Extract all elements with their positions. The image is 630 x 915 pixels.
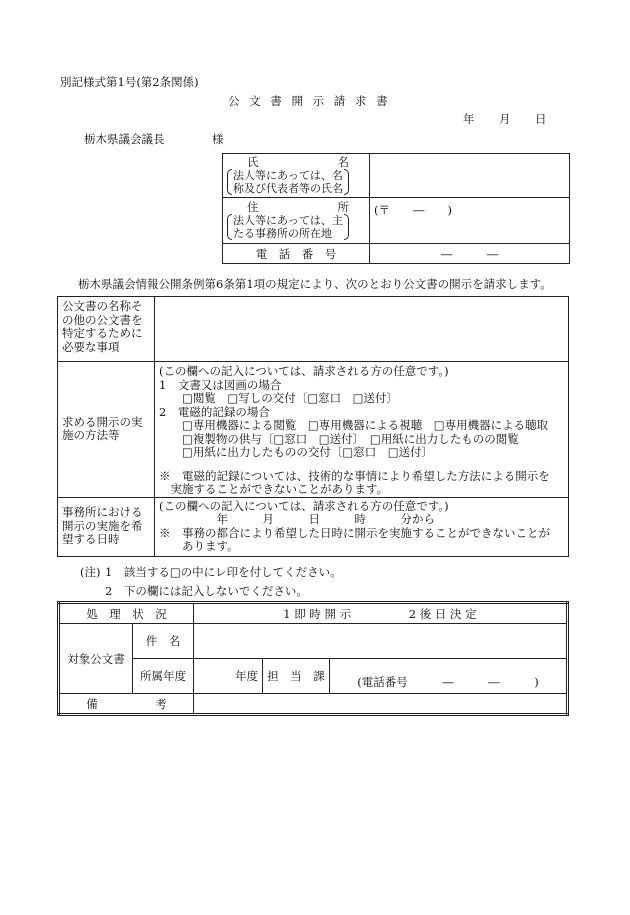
method-line[interactable]: □専用機器による閲覧 □専用機器による視聴 □専用機器による聴取 bbox=[159, 418, 549, 432]
name-label-b: 名 bbox=[337, 155, 349, 169]
note-1: 1 該当する□の中にレ印を付してください。 bbox=[105, 565, 342, 579]
remarks-value bbox=[194, 694, 568, 715]
method-line: (この欄への記入については、請求される方の任意です。) bbox=[159, 364, 449, 378]
year-label: 所属年度 bbox=[133, 659, 194, 694]
date-line: ※ 事務の都合により希望した日時に開示を実施することができないことが bbox=[159, 525, 550, 540]
method-note-1: ※ 電磁的記録については、技術的な事情により希望した方法による開示を bbox=[159, 468, 550, 483]
method-label-1: 求める開示の実 bbox=[62, 414, 143, 429]
date-line: あります。 bbox=[159, 539, 239, 553]
address-note-1: 法人等にあっては、主 bbox=[233, 214, 343, 227]
postal-code: (〒 ― ) bbox=[374, 203, 452, 217]
year-value: 年度 bbox=[194, 659, 263, 694]
date-day: 日 bbox=[535, 112, 547, 126]
date-year: 年 bbox=[463, 112, 475, 126]
address-label-cell bbox=[223, 198, 370, 244]
method-line[interactable]: □複製物の供与〔□窓口 □送付〕 □用紙に出力したものの閲覧 bbox=[159, 431, 519, 446]
doc-spec-input[interactable] bbox=[155, 297, 569, 362]
name-label-cell bbox=[223, 154, 370, 198]
date-label-1: 事務所における bbox=[62, 505, 143, 520]
method-line: 2 電磁的記録の場合 bbox=[159, 404, 270, 419]
subject-value bbox=[194, 624, 568, 659]
name-note-2: 称及び代表者等の氏名 bbox=[233, 182, 343, 195]
remarks-label: 備 考 bbox=[59, 694, 194, 715]
office-table bbox=[57, 601, 569, 716]
request-statement: 栃木県議会情報公開条例第6条第1項の規定により、次のとおり公文書の開示を請求します。 bbox=[78, 277, 552, 291]
method-options[interactable] bbox=[155, 362, 569, 498]
status-label: 処 理 状 況 bbox=[59, 603, 194, 624]
phone-input[interactable]: ― ― bbox=[370, 244, 570, 264]
name-note-1: 法人等にあっては、名 bbox=[233, 169, 343, 182]
method-label-2: 施の方法等 bbox=[62, 428, 120, 443]
name-label-a: 氏 bbox=[247, 155, 259, 169]
form-title: 公 文 書 開 示 請 求 書 bbox=[228, 94, 391, 108]
note-2: 2 下の欄には記入しないでください。 bbox=[105, 584, 308, 598]
date-line[interactable]: 年 月 日 時 分から bbox=[159, 512, 435, 526]
address-label-b: 所 bbox=[337, 200, 349, 214]
date-line: (この欄への記入については、請求される方の任意です。) bbox=[159, 498, 449, 513]
method-label bbox=[58, 362, 155, 498]
notes-label: (注) bbox=[80, 565, 101, 579]
date-label-2: 開示の実施を希 bbox=[62, 518, 143, 533]
date-label-3: 望する日時 bbox=[62, 532, 120, 547]
request-table bbox=[57, 296, 569, 557]
honorific: 様 bbox=[212, 132, 224, 146]
doc-spec-label-4: 必要な事項 bbox=[62, 339, 120, 354]
doc-spec-label bbox=[58, 297, 155, 362]
doc-spec-label-2: の他の公文書を bbox=[62, 312, 143, 327]
address-input[interactable] bbox=[370, 198, 570, 244]
method-line[interactable]: □閲覧 □写しの交付〔□窓口 □送付〕 bbox=[159, 391, 398, 405]
method-line[interactable]: □用紙に出力したものの交付〔□窓口 □送付〕 bbox=[159, 445, 434, 459]
date-month: 月 bbox=[499, 112, 511, 126]
form-number: 別記様式第1号(第2条関係) bbox=[60, 75, 199, 89]
date-label bbox=[58, 497, 155, 556]
method-note-2: 実施することができないことがあります。 bbox=[159, 482, 389, 496]
addressee: 栃木県議会議長 bbox=[84, 132, 165, 146]
doc-spec-label-3: 特定するために bbox=[62, 326, 143, 340]
date-input[interactable] bbox=[155, 497, 569, 556]
subject-label: 件 名 bbox=[133, 624, 194, 659]
dept-label: 担 当 課 bbox=[263, 659, 330, 694]
address-label-a: 住 bbox=[247, 200, 259, 214]
dept-value: (電話番号 ― ― ) bbox=[330, 659, 568, 694]
status-options: 1 即 時 開 示 2 後 日 決 定 bbox=[194, 603, 568, 624]
name-input[interactable] bbox=[370, 154, 570, 198]
target-doc-label: 対象公文書 bbox=[59, 624, 133, 694]
address-note-2: たる事務所の所在地 bbox=[233, 227, 332, 240]
method-line: 1 文書又は図画の場合 bbox=[159, 377, 282, 392]
applicant-table bbox=[222, 153, 570, 264]
phone-label: 電 話 番 号 bbox=[223, 244, 370, 264]
doc-spec-label-1: 公文書の名称そ bbox=[62, 299, 143, 313]
